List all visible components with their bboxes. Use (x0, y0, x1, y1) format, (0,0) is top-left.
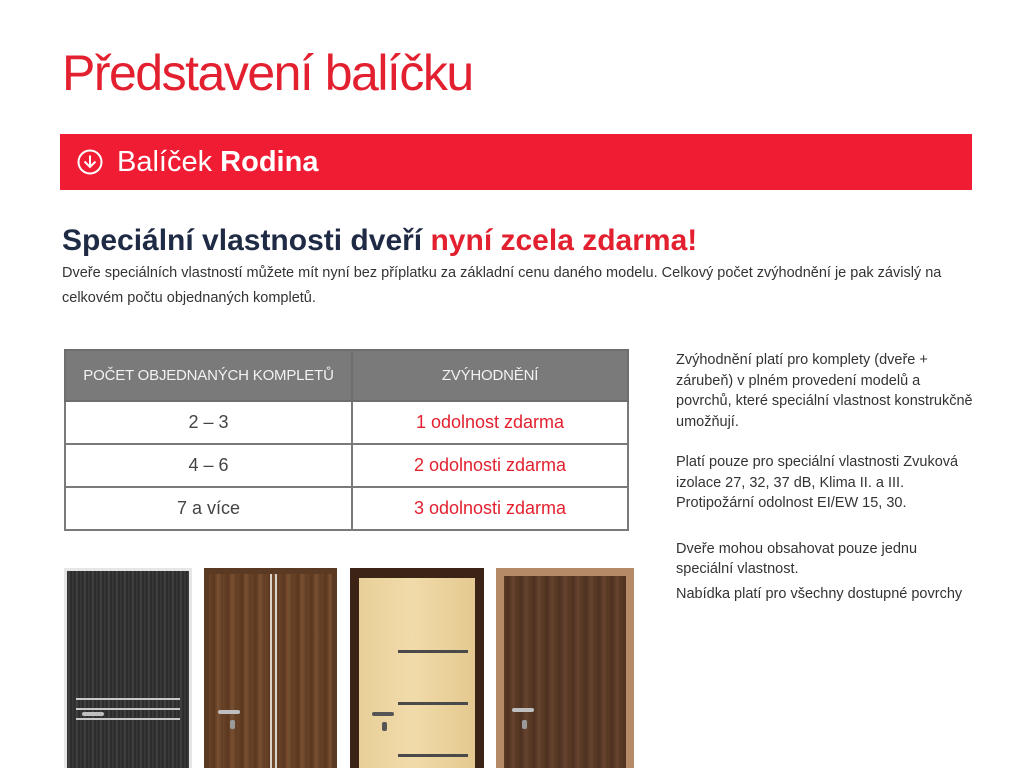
note-paragraph: Platí pouze pro speciální vlastnosti Zvuková izolace 27, 32, 37 dB, Klima II. a III. Protipožární odolnost EI/EW 15, 30. (676, 454, 959, 511)
banner-title (117, 146, 318, 179)
headline (62, 224, 697, 258)
headline-highlight: nyní zcela zdarma! (430, 224, 698, 257)
door-image-walnut-vertical (204, 568, 337, 768)
count-cell: 7 a více (65, 487, 352, 530)
table-row (65, 487, 628, 530)
note-paragraph: Zvýhodnění platí pro komplety (dveře + zárubeň) v plném provedení modelů a povrchů, které speciální vlastnost konstrukčně umožňují. (676, 352, 973, 430)
door-image-dark-striped (64, 568, 192, 768)
package-banner (60, 134, 972, 190)
page-title: Představení balíčku (62, 45, 473, 101)
table-row (65, 401, 628, 444)
banner-package-name: Rodina (220, 145, 319, 178)
table-header-row (65, 350, 628, 401)
column-header-benefit: ZVÝHODNĚNÍ (352, 350, 628, 401)
side-notes (676, 350, 976, 604)
arrow-down-circle-icon (77, 149, 103, 175)
count-cell: 4 – 6 (65, 444, 352, 487)
discount-table (64, 349, 629, 531)
benefit-cell: 3 odolnosti zdarma (352, 487, 628, 530)
door-image-walnut-plain (496, 568, 634, 768)
note-paragraph: Dveře mohou obsahovat pouze jednu speciální vlastnost. (676, 540, 918, 577)
benefit-cell: 2 odolnosti zdarma (352, 444, 628, 487)
count-cell: 2 – 3 (65, 401, 352, 444)
headline-main: Speciální vlastnosti dveří (62, 224, 423, 257)
intro-paragraph: Dveře speciálních vlastností můžete mít nyní bez příplatku za základní cenu daného modelu. Celkový počet zvýhodnění je pak závislý na celkovém počtu objednaných kompletů. (62, 265, 942, 306)
table-row (65, 444, 628, 487)
banner-label: Balíček (117, 145, 213, 178)
column-header-count: POČET OBJEDNANÝCH KOMPLETŮ (65, 350, 352, 401)
door-image-light-veneer (350, 568, 484, 768)
benefit-cell: 1 odolnost zdarma (352, 401, 628, 444)
note-paragraph: Nabídka platí pro všechny dostupné povrchy (676, 585, 963, 602)
